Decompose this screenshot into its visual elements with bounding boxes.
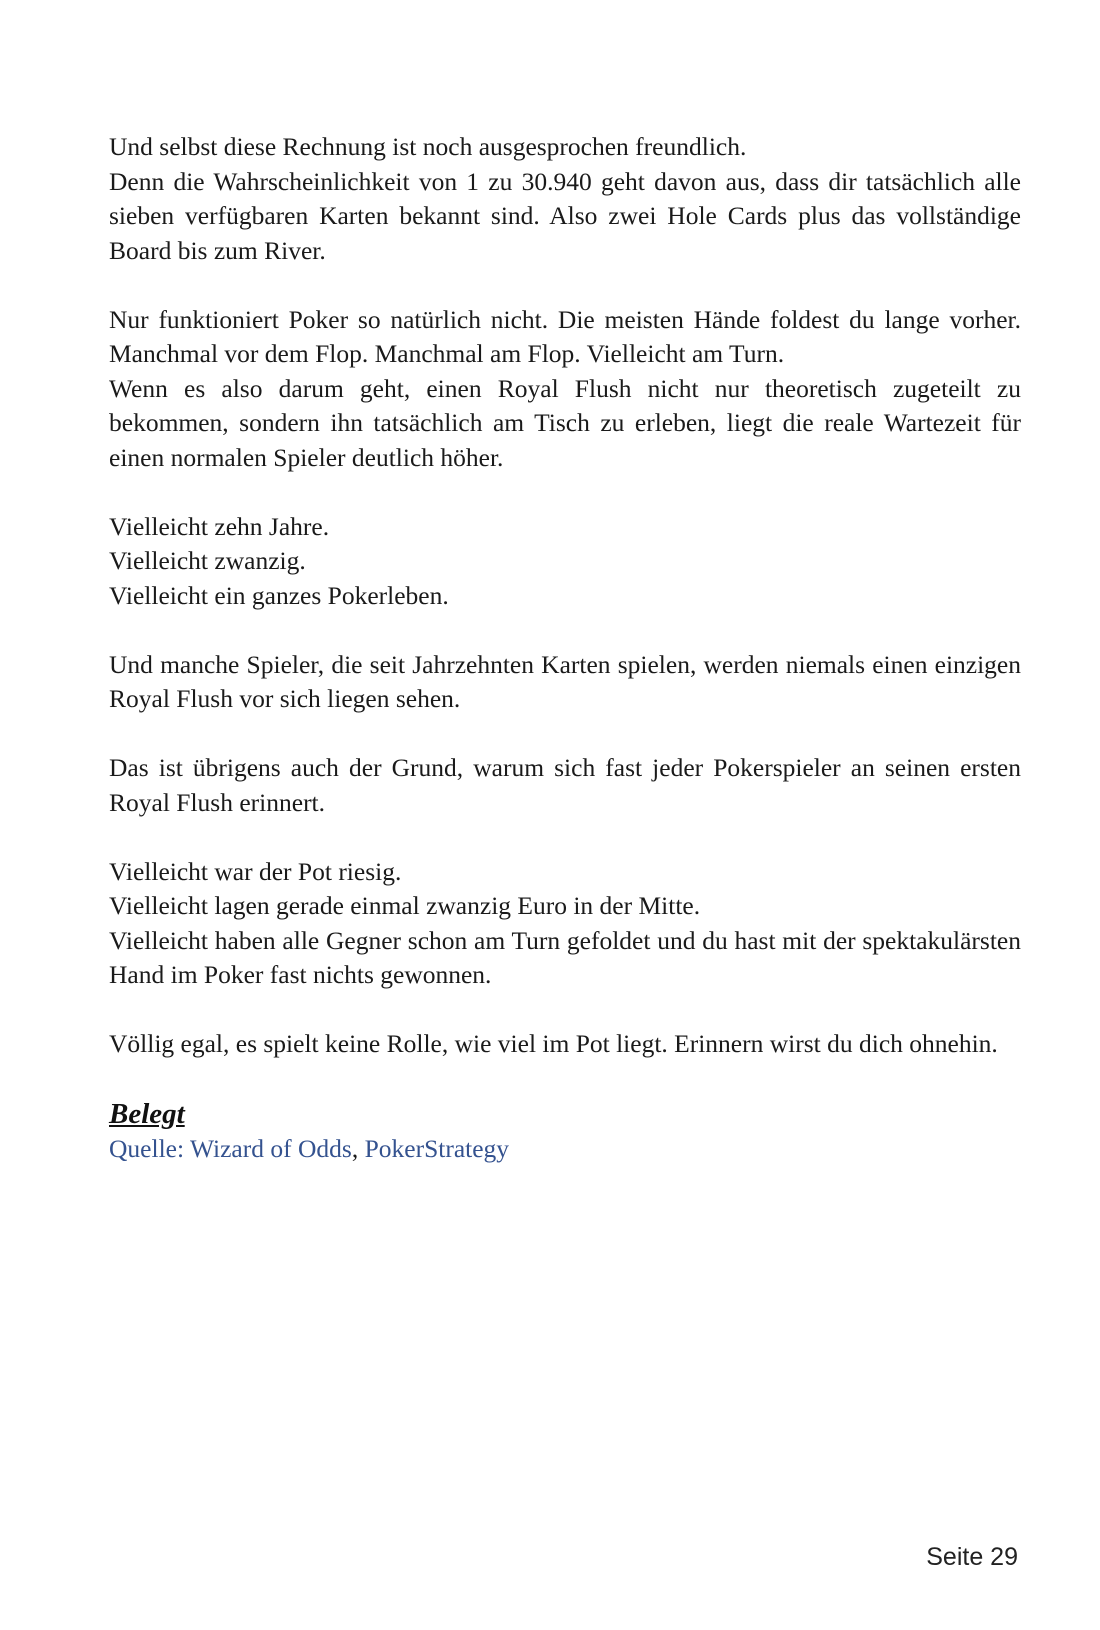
paragraph-line: Denn die Wahrscheinlichkeit von 1 zu 30.940 geht davon aus, dass dir tatsächlich alle sieben verfügbaren Karten bekannt sind. Also zwei Hole Cards plus das vollständige Board bis zum River. xyxy=(109,166,1021,265)
paragraph-line: Vielleicht war der Pot riesig. xyxy=(109,856,402,886)
source-separator: , xyxy=(351,1134,359,1163)
paragraph-1 xyxy=(109,130,1021,268)
paragraph-2 xyxy=(109,303,1021,476)
paragraph-line: Vielleicht lagen gerade einmal zwanzig Euro in der Mitte. xyxy=(109,891,701,920)
paragraph-5 xyxy=(109,751,1021,820)
page-number: Seite 29 xyxy=(926,1543,1018,1571)
paragraph-6 xyxy=(109,855,1021,993)
source-link-wizard-of-odds[interactable]: Wizard of Odds xyxy=(189,1134,352,1163)
evidence-heading: Belegt xyxy=(109,1098,185,1130)
paragraph-7 xyxy=(109,1027,1021,1062)
sources-line xyxy=(109,1132,1021,1166)
paragraph-4 xyxy=(109,648,1021,717)
paragraph-line: Völlig egal, es spielt keine Rolle, wie viel im Pot liegt. Erinnern wirst du dich ohnehin. xyxy=(109,1029,998,1058)
source-link-pokerstrategy[interactable]: PokerStrategy xyxy=(364,1134,510,1163)
paragraph-3 xyxy=(109,510,1021,614)
paragraph-line: Vielleicht zehn Jahre. xyxy=(109,511,330,541)
paragraph-line: Wenn es also darum geht, einen Royal Flush nicht nur theoretisch zugeteilt zu bekommen, sondern ihn tatsächlich am Tisch zu erleben, liegt die reale Wartezeit für einen normalen Spieler deutlich höher. xyxy=(109,373,1021,472)
page-content xyxy=(109,130,1021,1166)
paragraph-line: Vielleicht ein ganzes Pokerleben. xyxy=(109,580,449,610)
paragraph-line: Das ist übrigens auch der Grund, warum sich fast jeder Pokerspieler an seinen ersten Royal Flush erinnert. xyxy=(109,753,1021,817)
paragraph-line: Und selbst diese Rechnung ist noch ausgesprochen freundlich. xyxy=(109,132,747,161)
paragraph-line: Und manche Spieler, die seit Jahrzehnten Karten spielen, werden niemals einen einzigen Royal Flush vor sich liegen sehen. xyxy=(109,649,1021,713)
paragraph-line: Vielleicht haben alle Gegner schon am Turn gefoldet und du hast mit der spektakulärsten Hand im Poker fast nichts gewonnen. xyxy=(109,925,1021,989)
paragraph-line: Vielleicht zwanzig. xyxy=(109,546,306,575)
paragraph-line: Nur funktioniert Poker so natürlich nicht. Die meisten Hände foldest du lange vorher. Manchmal vor dem Flop. Manchmal am Flop. Vielleicht am Turn. xyxy=(109,304,1021,368)
source-prefix: Quelle: xyxy=(109,1134,190,1163)
